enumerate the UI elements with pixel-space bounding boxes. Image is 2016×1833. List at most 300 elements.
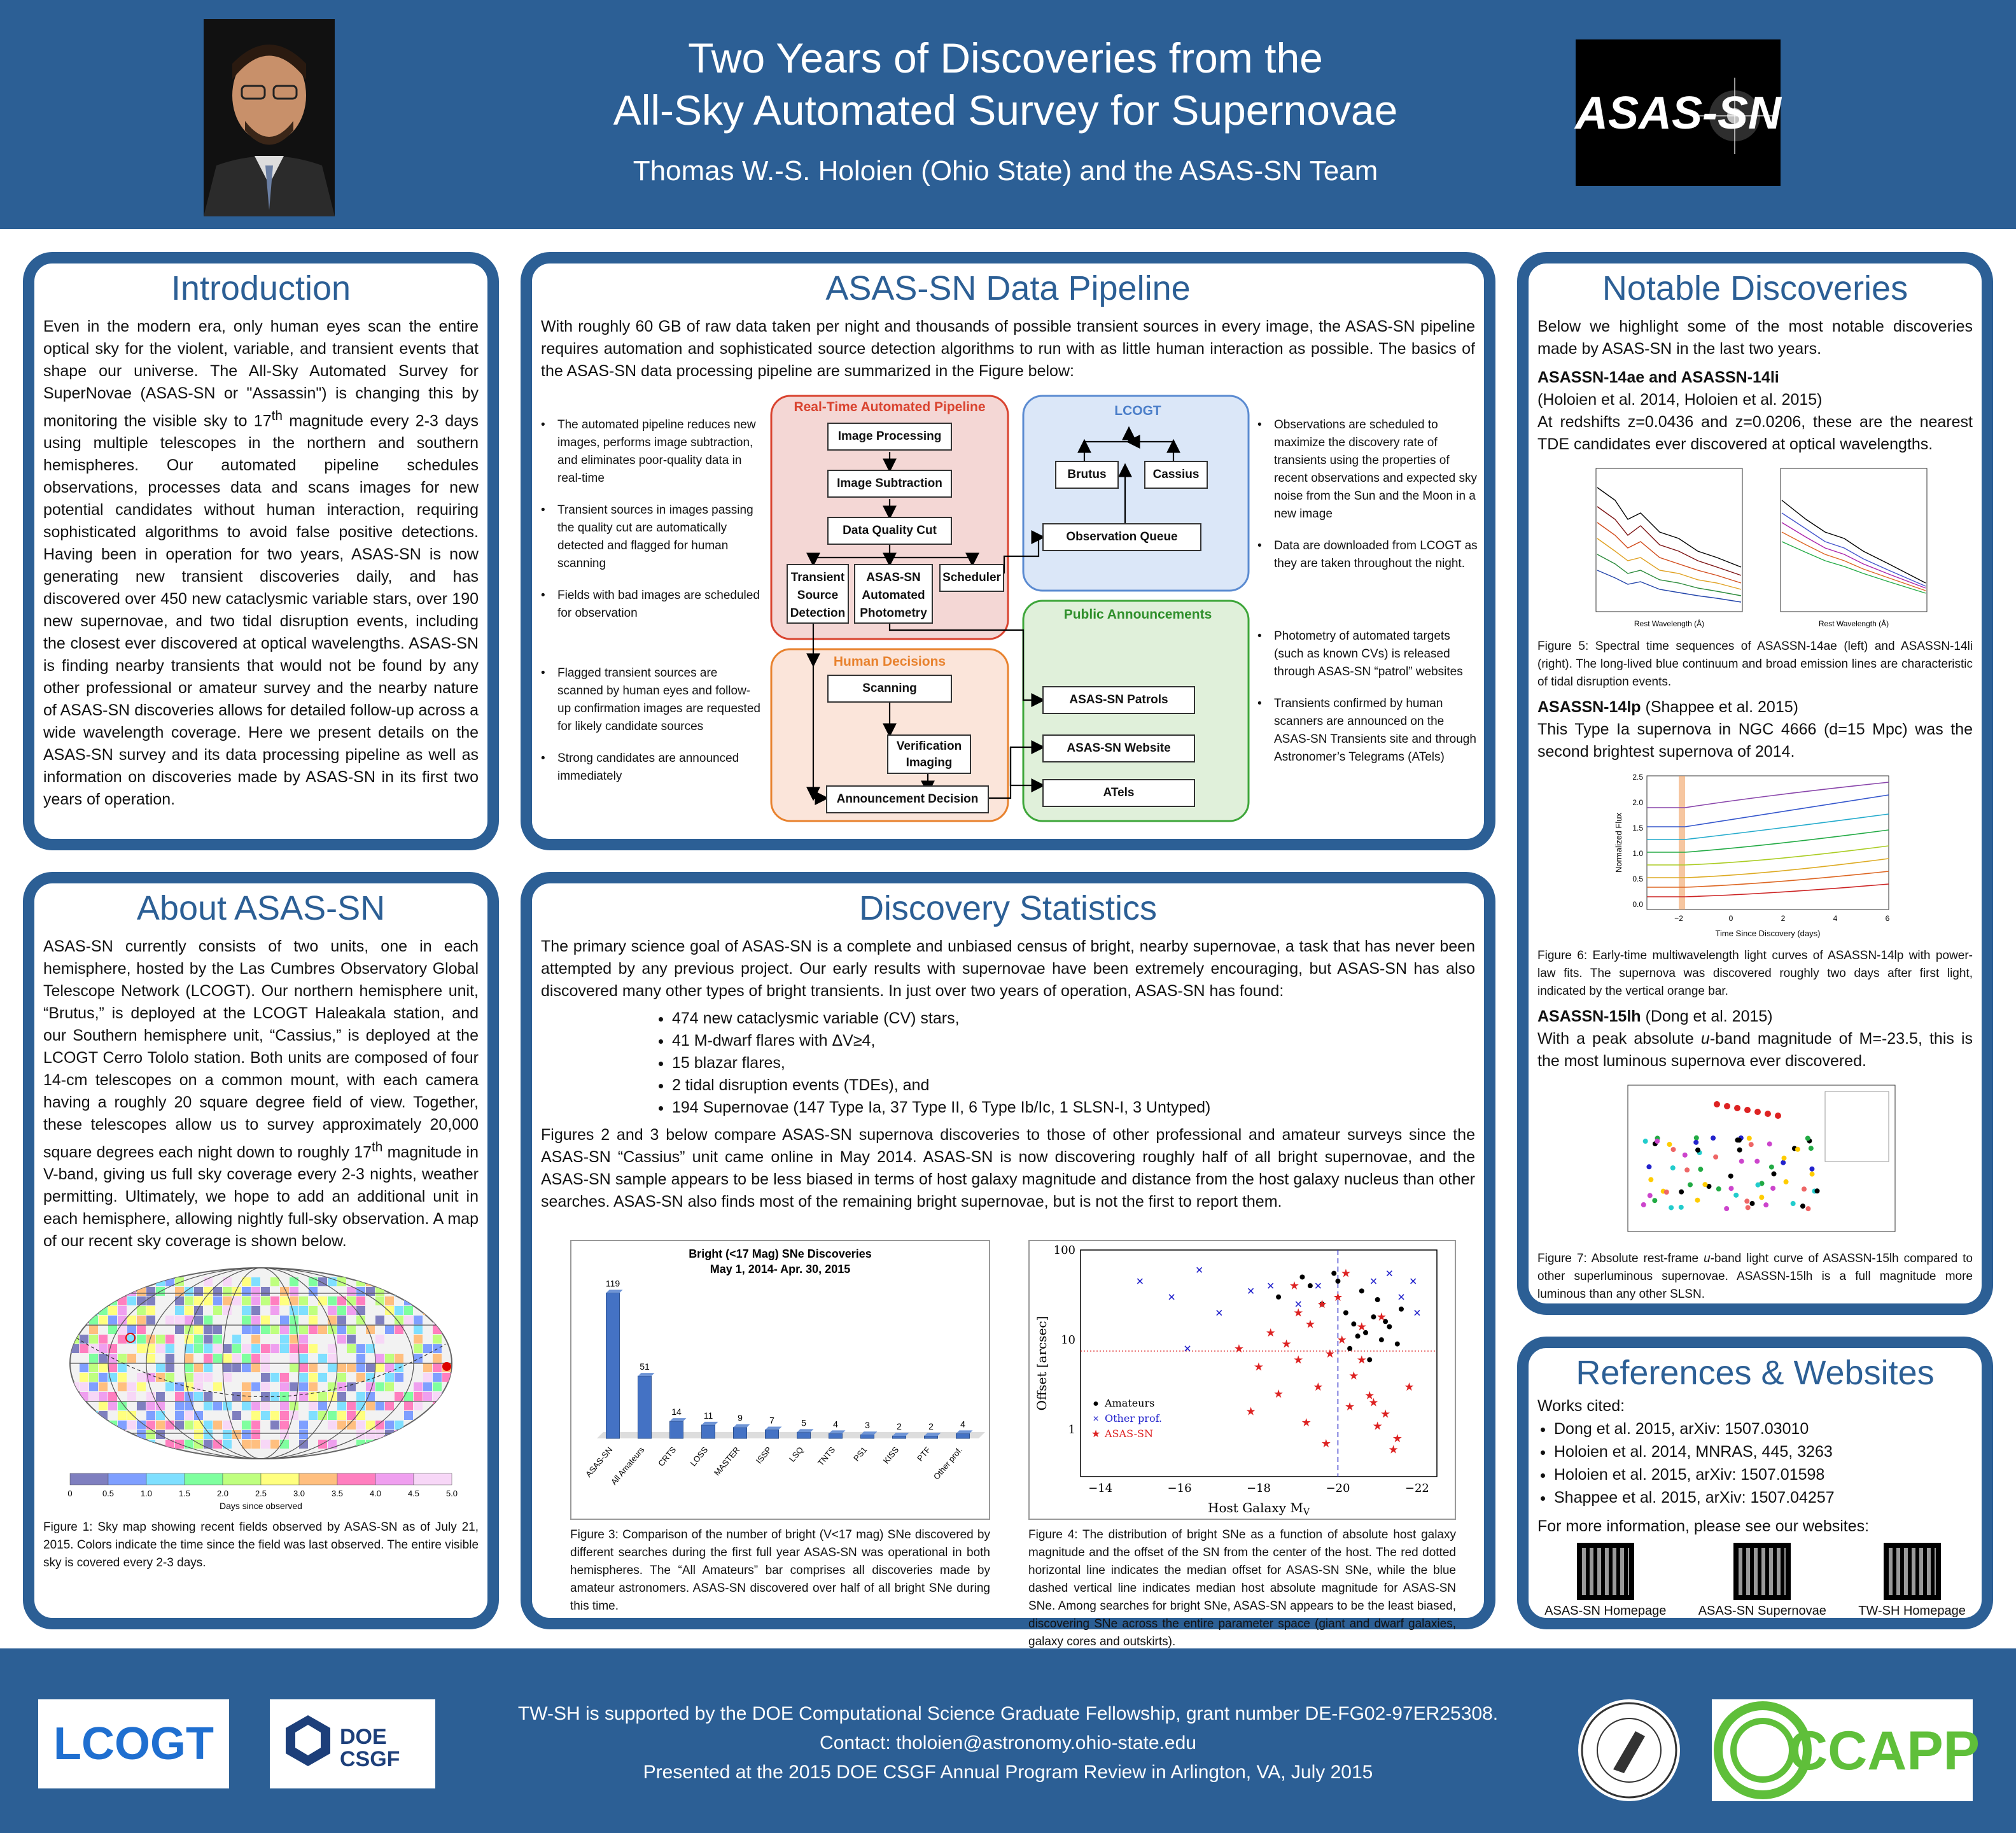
sky-field [309, 1401, 318, 1410]
scatter-point-asassn: ★ [1345, 1400, 1355, 1414]
sky-field [185, 1354, 193, 1363]
sky-field [309, 1363, 318, 1372]
sky-field [251, 1354, 260, 1363]
sky-field [404, 1316, 413, 1324]
sky-field [299, 1325, 308, 1334]
sky-field [299, 1363, 308, 1372]
sky-field [385, 1401, 394, 1410]
scatter-point-amateur [1387, 1324, 1392, 1329]
figure5-caption: Figure 5: Spectral time sequences of ASASSN-14ae (left) and ASASSN-14li (right). The long-lived blue continuum and broad emission lines are characteristic of tidal disruption events. [1537, 640, 1973, 689]
sky-field [118, 1373, 127, 1382]
sky-field [204, 1354, 213, 1363]
sky-field [70, 1392, 79, 1401]
pipeline-bullet: • Photometry of automated targets (such as known CVs) is released through ASAS-SN “patrol” websites [1257, 628, 1481, 681]
sky-field [232, 1354, 241, 1363]
sky-field [242, 1421, 251, 1429]
sky-field [156, 1344, 165, 1353]
colorbar-tick: 0 [67, 1489, 73, 1499]
pipeline-panel [521, 252, 1495, 850]
fig6-ytick: 2.0 [1632, 798, 1643, 807]
sky-field [328, 1411, 337, 1420]
fig7-point-slsn [1728, 1186, 1733, 1191]
bar-top [670, 1418, 687, 1421]
notable-title: Notable Discoveries [1602, 269, 1908, 307]
fig7-point-slsn [1784, 1179, 1789, 1184]
sky-field [108, 1287, 117, 1296]
scatter-point-asassn: ★ [1313, 1380, 1324, 1393]
scatter-point-asassn: ★ [1245, 1405, 1256, 1418]
sky-field [433, 1421, 442, 1429]
pipeline-bullet: • Strong candidates are announced immediately [541, 750, 764, 785]
sky-field [185, 1411, 193, 1420]
fig6-xtick: 0 [1728, 914, 1733, 923]
sky-field [146, 1287, 155, 1296]
sky-field [290, 1344, 298, 1353]
spectra-right [1761, 462, 1933, 634]
sky-field [70, 1411, 79, 1420]
sky-field [423, 1382, 432, 1391]
fig7-point-slsn [1711, 1135, 1716, 1141]
sky-field [356, 1354, 365, 1363]
legend-label: Other prof. [1105, 1412, 1163, 1424]
qr-code-icon [1884, 1543, 1941, 1600]
references-panel [1517, 1337, 1993, 1629]
fig6-xtick: 2 [1781, 914, 1786, 923]
notable-15lh-text-b: -band magnitude of M=-23.5, this is the most luminous supernova ever discovered. [1537, 1030, 1973, 1070]
fig7-point-slsn [1754, 1159, 1760, 1164]
figure6-light-curves [1609, 769, 1901, 945]
bar-category-label: TNTS [815, 1445, 837, 1468]
sky-field [318, 1401, 327, 1410]
sky-field [356, 1363, 365, 1372]
about-text [34, 936, 487, 1253]
sky-field [223, 1363, 232, 1372]
scatter-ytick: 10 [1061, 1333, 1075, 1347]
sky-field [366, 1382, 375, 1391]
sky-field [299, 1354, 308, 1363]
fig7-point-slsn [1713, 1155, 1718, 1160]
sky-field [80, 1373, 88, 1382]
qr-code-row [1529, 1543, 1982, 1619]
fig6-xtick: 6 [1885, 914, 1890, 923]
sky-field [375, 1382, 384, 1391]
sky-field [280, 1382, 289, 1391]
sky-field [442, 1287, 451, 1296]
fig7-point-slsn [1781, 1160, 1786, 1165]
sky-field [385, 1440, 394, 1449]
sky-field [213, 1335, 222, 1344]
fig7-point-slsn [1795, 1147, 1800, 1152]
sky-field [89, 1373, 98, 1382]
sky-field [442, 1430, 451, 1439]
sky-field [309, 1316, 318, 1324]
sky-field [299, 1296, 308, 1305]
sky-field [280, 1401, 289, 1410]
colorbar-tick: 5.0 [445, 1489, 458, 1499]
sky-field [89, 1306, 98, 1315]
fig6-ytick: 2.5 [1632, 773, 1643, 782]
sky-field [251, 1325, 260, 1334]
sky-field [204, 1316, 213, 1324]
sky-field [242, 1287, 251, 1296]
scatter-point-asassn: ★ [1336, 1333, 1347, 1347]
sky-field [185, 1335, 193, 1344]
sky-field [280, 1411, 289, 1420]
sky-field [108, 1401, 117, 1410]
sky-field [356, 1296, 365, 1305]
qr-code-label: ASAS-SN Supernovae [1698, 1604, 1826, 1618]
sky-field [423, 1373, 432, 1382]
statistics-list-item: • 474 new cataclysmic variable (CV) stars, [672, 1008, 1484, 1030]
fig7-point-slsn [1683, 1153, 1688, 1158]
sky-field [165, 1316, 174, 1324]
sky-field [356, 1392, 365, 1401]
sky-field [175, 1287, 184, 1296]
sky-field [194, 1287, 203, 1296]
sky-field [242, 1325, 251, 1334]
notable-14lp [1529, 696, 1982, 763]
statistics-title: Discovery Statistics [858, 889, 1158, 927]
bar-category-label: ASAS-SN [584, 1445, 615, 1479]
scatter-xtick: −16 [1167, 1482, 1192, 1495]
sky-field [127, 1354, 136, 1363]
fig7-point-slsn [1724, 1206, 1729, 1211]
sky-field [251, 1382, 260, 1391]
sky-field [194, 1382, 203, 1391]
fig7-point-slsn [1669, 1205, 1674, 1210]
colorbar-label: Days since observed [220, 1501, 302, 1512]
sky-field [127, 1296, 136, 1305]
sky-field [223, 1287, 232, 1296]
node-observation-queue: Observation Queue [1042, 523, 1201, 551]
sky-field [204, 1392, 213, 1401]
sky-field [213, 1306, 222, 1315]
sky-field [290, 1335, 298, 1344]
scatter-point-asassn: ★ [1356, 1353, 1367, 1366]
sky-field [146, 1296, 155, 1305]
poster-title-block [382, 32, 1629, 187]
fig7-point-slsn [1688, 1182, 1693, 1187]
scatter-ylabel: Offset [arcsec] [1034, 1316, 1049, 1411]
sky-field [108, 1316, 117, 1324]
sky-field [251, 1335, 260, 1344]
sky-field [213, 1354, 222, 1363]
fig7-point-slsn [1684, 1167, 1690, 1172]
colorbar-tick: 0.5 [102, 1489, 115, 1499]
bar [638, 1376, 652, 1438]
works-cited-label: Works cited: [1537, 1397, 1625, 1415]
sky-field [356, 1401, 365, 1410]
sky-field [385, 1421, 394, 1429]
sky-field [146, 1440, 155, 1449]
bar-value-label: 9 [738, 1412, 743, 1423]
sky-field [356, 1430, 365, 1439]
fig7-point-slsn [1679, 1205, 1684, 1210]
sky-field [175, 1306, 184, 1315]
sky-field [328, 1296, 337, 1305]
fig7-point-slsn [1747, 1135, 1752, 1141]
qr-code-label: TW-SH Homepage [1858, 1604, 1966, 1618]
sky-field [356, 1411, 365, 1420]
sky-map [57, 1261, 465, 1465]
pipeline-right-bullets-2 [1257, 628, 1481, 780]
sky-field [213, 1421, 222, 1429]
fig7-point-slsn [1695, 1148, 1700, 1153]
sky-field [375, 1401, 384, 1410]
sky-field [232, 1335, 241, 1344]
sky-field [414, 1335, 423, 1344]
colorbar-tick: 4.5 [407, 1489, 420, 1499]
sky-field [395, 1354, 403, 1363]
fig7-point-slsn [1652, 1198, 1657, 1203]
sky-field [318, 1354, 327, 1363]
fig7-point-slsn [1733, 1193, 1739, 1198]
poster-title-line1: Two Years of Discoveries from the [688, 34, 1323, 81]
fig7-point-slsn [1746, 1205, 1751, 1210]
sky-field [251, 1421, 260, 1429]
sky-field [290, 1363, 298, 1372]
colorbar-segment [261, 1473, 299, 1485]
sky-field [108, 1325, 117, 1334]
sky-field [404, 1401, 413, 1410]
colorbar-tick: 3.5 [331, 1489, 344, 1499]
figure7-caption-a: Figure 7: Absolute rest-frame [1537, 1252, 1704, 1265]
spectra-right-xlabel: Rest Wavelength (Å) [1818, 619, 1889, 628]
fig7-point-slsn [1646, 1164, 1651, 1169]
sky-field [414, 1325, 423, 1334]
scatter-point-amateur [1299, 1274, 1305, 1279]
doe-text: DOE [340, 1725, 387, 1749]
sky-field [80, 1296, 88, 1305]
sky-field [165, 1382, 174, 1391]
notable-14ae [1529, 367, 1982, 456]
sky-field [280, 1296, 289, 1305]
sky-field [185, 1296, 193, 1305]
spectra-left-xlabel: Rest Wavelength (Å) [1634, 619, 1705, 628]
sky-field [366, 1401, 375, 1410]
sky-field [433, 1316, 442, 1324]
notable-intro: Below we highlight some of the most notable discoveries made by ASAS-SN in the last two years. [1537, 318, 1973, 358]
qr-code-label: ASAS-SN Homepage [1544, 1604, 1667, 1618]
sky-field [423, 1392, 432, 1401]
sky-field [309, 1411, 318, 1420]
sky-field [80, 1430, 88, 1439]
sky-field [80, 1440, 88, 1449]
fig7-point-slsn [1694, 1135, 1699, 1141]
sky-field [251, 1411, 260, 1420]
sky-field [242, 1306, 251, 1315]
bar-value-label: 2 [897, 1421, 902, 1432]
qr-code-link[interactable] [1858, 1543, 1966, 1619]
sky-field [356, 1344, 365, 1353]
sky-field [99, 1277, 108, 1286]
bar [925, 1436, 938, 1438]
footer-text [458, 1699, 1558, 1787]
scatter-point-asassn: ★ [1380, 1407, 1391, 1421]
scatter-point-amateur [1335, 1279, 1340, 1284]
sky-field [175, 1316, 184, 1324]
about-panel [23, 872, 499, 1629]
sky-field [137, 1401, 146, 1410]
scatter-xtick: −18 [1247, 1482, 1271, 1495]
sky-field [137, 1344, 146, 1353]
sky-map-figure [57, 1261, 465, 1516]
ccapp-logo [1712, 1699, 1980, 1801]
scatter-point-asassn: ★ [1293, 1306, 1304, 1319]
sky-field [261, 1373, 270, 1382]
sky-field [118, 1335, 127, 1344]
sky-field [251, 1306, 260, 1315]
sky-field [242, 1296, 251, 1305]
qr-code-link[interactable] [1698, 1543, 1826, 1619]
notable-15lh [1529, 1006, 1982, 1072]
qr-code-link[interactable] [1544, 1543, 1666, 1619]
sky-field [70, 1277, 79, 1286]
bar-top [606, 1290, 623, 1293]
scatter-point-amateur [1359, 1288, 1364, 1293]
sky-field [375, 1335, 384, 1344]
references-title: References & Websites [1576, 1354, 1935, 1392]
colorbar-tick: 1.0 [140, 1489, 153, 1499]
fig7-point-slsn [1805, 1206, 1810, 1211]
bar-value-label: 11 [703, 1410, 713, 1421]
sky-field [99, 1363, 108, 1372]
sky-field [156, 1430, 165, 1439]
scatter-point-asassn: ★ [1333, 1290, 1343, 1303]
sky-field [299, 1335, 308, 1344]
colorbar-segment [70, 1473, 108, 1485]
bar [956, 1433, 970, 1438]
sky-field [175, 1392, 184, 1401]
sky-field [80, 1344, 88, 1353]
sky-field [137, 1373, 146, 1382]
sky-field [232, 1392, 241, 1401]
sky-field [251, 1440, 260, 1449]
poster-title-line2: All-Sky Automated Survey for Supernovae [613, 87, 1398, 134]
fig7-point-slsn [1698, 1167, 1703, 1172]
sky-field [270, 1411, 279, 1420]
sky-field [137, 1316, 146, 1324]
statistics-list-item: • 41 M-dwarf flares with ΔV≥4, [672, 1030, 1484, 1052]
scatter-point-asassn: ★ [1265, 1326, 1276, 1339]
sky-field [232, 1411, 241, 1420]
sky-field [137, 1335, 146, 1344]
sky-field [385, 1325, 394, 1334]
scatter-point-asassn: ★ [1301, 1416, 1312, 1429]
fig7-point-slsn [1737, 1137, 1742, 1142]
box-human-label: Human Decisions [833, 654, 946, 669]
bar-category-label: PS1 [851, 1445, 869, 1463]
sky-field [99, 1335, 108, 1344]
fig7-point-15lh [1775, 1113, 1781, 1119]
fig7-point-slsn [1737, 1148, 1742, 1153]
sky-field [118, 1287, 127, 1296]
scatter-point-asassn: ★ [1293, 1353, 1304, 1366]
bar [893, 1436, 906, 1438]
fig7-point-slsn [1655, 1139, 1660, 1144]
sky-field [204, 1335, 213, 1344]
sky-field [99, 1316, 108, 1324]
sky-field [251, 1363, 260, 1372]
sky-field [70, 1287, 79, 1296]
bar-category-label: LOSS [688, 1445, 710, 1468]
more-info-text: For more information, please see our websites: [1537, 1517, 1870, 1535]
fig7-point-slsn [1810, 1172, 1815, 1177]
sky-field [395, 1287, 403, 1296]
sky-field [328, 1354, 337, 1363]
sky-field [442, 1440, 451, 1449]
fig7-point-slsn [1759, 1195, 1764, 1200]
notable-14ae-name: ASASSN-14ae and ASASSN-14li [1537, 369, 1779, 386]
colorbar-segment [223, 1473, 261, 1485]
fig7-point-slsn [1739, 1159, 1744, 1164]
legend-symbol: ★ [1091, 1429, 1101, 1440]
sky-field [347, 1401, 356, 1410]
sky-field [213, 1325, 222, 1334]
box-lcogt-label: LCOGT [1114, 404, 1161, 418]
sky-field [385, 1354, 394, 1363]
sky-field [337, 1335, 346, 1344]
fig7-point-slsn [1755, 1183, 1760, 1188]
notable-14lp-text: This Type Ia supernova in NGC 4666 (d=15 Mpc) was the second brightest supernova of 2014. [1537, 720, 1973, 761]
sky-field [223, 1430, 232, 1439]
scatter-point-amateur [1355, 1333, 1361, 1338]
sky-field [290, 1306, 298, 1315]
fig7-point-slsn [1664, 1190, 1669, 1195]
fig7-point-slsn [1744, 1198, 1749, 1204]
sky-field [185, 1401, 193, 1410]
figure7-caption [1529, 1250, 1982, 1303]
sky-field [156, 1363, 165, 1372]
bar [702, 1425, 715, 1438]
sky-field [318, 1325, 327, 1334]
sky-field [204, 1430, 213, 1439]
notable-14lp-ref: (Shappee et al. 2015) [1641, 698, 1798, 716]
fig6-ylabel: Normalized Flux [1614, 813, 1623, 873]
sky-field [99, 1287, 108, 1296]
statistics-panel [521, 872, 1495, 1648]
sky-field [385, 1296, 394, 1305]
sky-field [213, 1296, 222, 1305]
sky-field [442, 1392, 451, 1401]
sky-field [433, 1306, 442, 1315]
pipeline-intro: With roughly 60 GB of raw data taken per night and thousands of possible transient sources in every image, the ASAS-SN pipeline requires automation and sophisticated source detection algorithms to run with as little human interaction as possible. The basics of the ASAS-SN data processing pipeline are summarized in the Figure below: [541, 318, 1475, 380]
scatter-point-asassn: ★ [1372, 1419, 1383, 1433]
node-image-subtraction: Image Subtraction [827, 470, 952, 498]
scatter-point-asassn: ★ [1320, 1437, 1331, 1450]
sky-field [251, 1401, 260, 1410]
figure4-caption: Figure 4: The distribution of bright SNe as a function of absolute host galaxy magnitude and the offset of the SN from the center of the host. The red dotted horizontal line indicates the median offset for ASAS-SN SNe, while the blue dashed vertical line indicates median host absolute magnitude for ASAS-SN SNe. Among searches for bright SNe, ASAS-SN appears to be the least biased, discovering SNe across the entire parameter space (giant and dwarf galaxies, galaxy cores and outskirts). [1028, 1528, 1456, 1648]
scatter-point-asassn: ★ [1253, 1360, 1264, 1373]
sky-field [242, 1363, 251, 1372]
scatter-point-asassn: ★ [1348, 1369, 1359, 1382]
sky-field [242, 1354, 251, 1363]
node-asassn-patrols: ASAS-SN Patrols [1042, 686, 1195, 714]
scatter-point-amateur [1331, 1271, 1336, 1276]
scatter-point-amateur [1351, 1321, 1356, 1326]
fig7-point-15lh [1714, 1101, 1720, 1107]
sky-field [175, 1401, 184, 1410]
sky-field [309, 1382, 318, 1391]
sky-field [442, 1296, 451, 1305]
sky-field [194, 1296, 203, 1305]
scatter-point-asassn: ★ [1305, 1317, 1315, 1331]
fig7-point-15lh [1744, 1107, 1751, 1113]
sky-field [242, 1382, 251, 1391]
fig7-point-slsn [1770, 1186, 1775, 1191]
sky-field [270, 1277, 279, 1286]
sky-field [127, 1316, 136, 1324]
